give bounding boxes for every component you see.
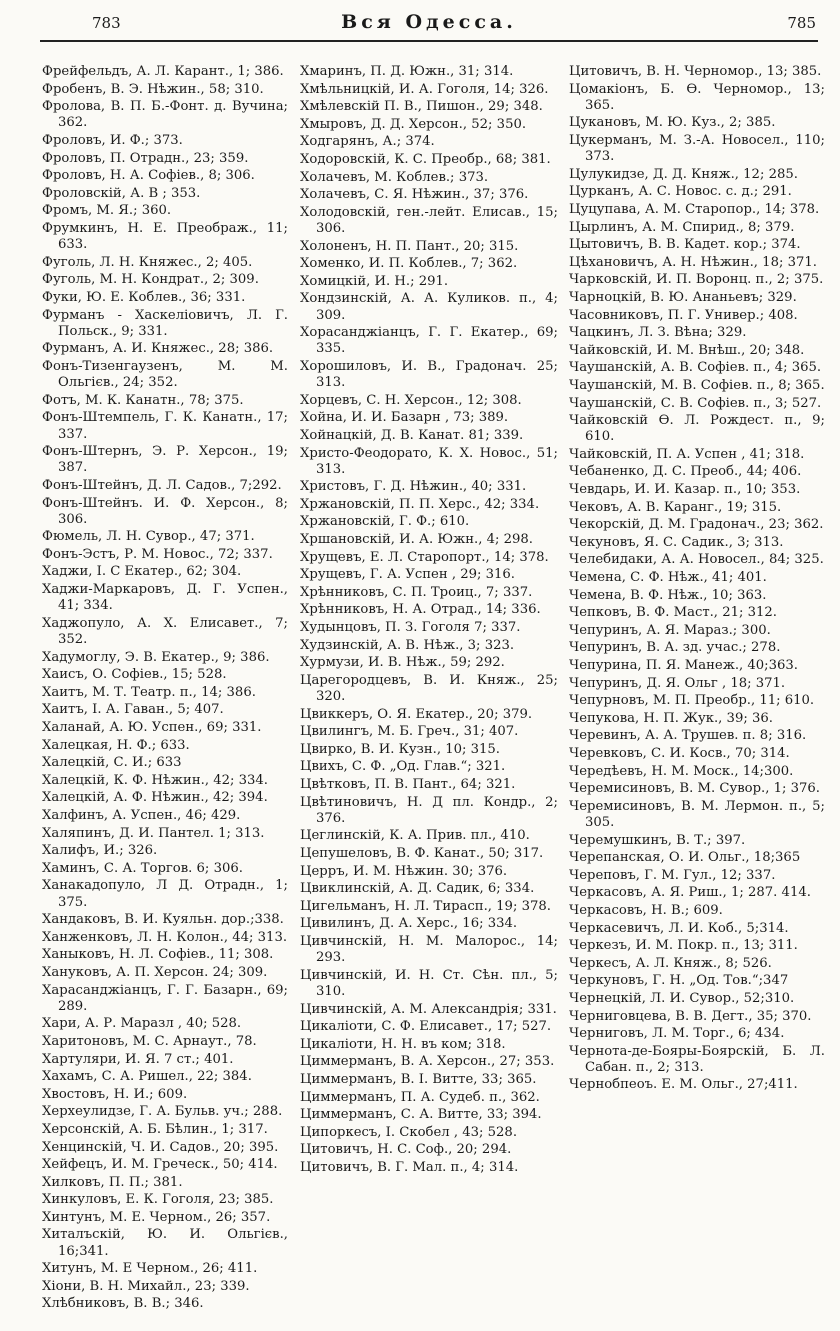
directory-entry: Халецкій, С. И.; 633 — [42, 755, 182, 771]
directory-entry: Челебидаки, А. А. Новосел., 84; 325. — [569, 552, 824, 568]
directory-entry: Чекуновъ, Я. С. Садик., 3; 313. — [569, 534, 784, 550]
directory-entry: Чарноцкій, В. Ю. Ананьевъ; 329. — [569, 289, 797, 305]
directory-entry: Фроловъ, И. Ф.; 373. — [42, 132, 183, 148]
directory-entry: Фуголь, Л. Н. Княжес., 2; 405. — [42, 254, 253, 270]
directory-entry: Хорошиловъ, И. В., Градонач. 25; 313. — [300, 358, 558, 391]
directory-entry: Халяпинъ, Д. И. Пантел. 1; 313. — [42, 825, 265, 841]
directory-entry: Ходоровскій, К. С. Преобр., 68; 381. — [300, 151, 551, 167]
directory-entry: Цикаліоти, Н. Н. въ ком; 318. — [300, 1036, 506, 1052]
directory-entry: Цвѣтковъ, П. В. Пант., 64; 321. — [300, 777, 516, 792]
directory-entry: Хартуляри, И. Я. 7 ст.; 401. — [42, 1051, 234, 1067]
directory-entry: Царегородцевъ, В. И. Княж., 25; 320. — [300, 672, 558, 705]
directory-entry: Фонъ-Штейнъ, Д. Л. Садов., 7;292. — [42, 477, 282, 493]
directory-entry: Цомакіонъ, Б. Ѳ. Черномор., 13; 365. — [569, 81, 825, 113]
directory-entry: Чемена, В. Ф. Нѣж., 10; 363. — [569, 587, 767, 603]
directory-entry: Цукановъ, М. Ю. Куз., 2; 385. — [569, 115, 776, 131]
directory-entry: Черевковъ, С. И. Косв., 70; 314. — [569, 745, 790, 761]
directory-entry: Харитоновъ, М. С. Арнаут., 78. — [42, 1033, 257, 1049]
directory-entry: Ципоркесъ, І. Скобел , 43; 528. — [300, 1124, 518, 1140]
directory-entry: Циммерманъ, П. А. Судеб. п., 362. — [300, 1089, 540, 1105]
directory-entry: Черкесъ, А. Л. Княж., 8; 526. — [569, 955, 772, 971]
directory-entry: Фуки, Ю. Е. Коблев., 36; 331. — [42, 289, 246, 305]
directory-entry: Хахамъ, С. А. Ришел., 22; 384. — [42, 1069, 252, 1085]
directory-entry: Чемена, С. Ф. Нѣж., 41; 401. — [569, 570, 767, 586]
directory-entry: Хинкуловъ, Е. К. Гоголя, 23; 385. — [42, 1192, 274, 1208]
directory-entry: Хржановскій, П. П. Херс., 42; 334. — [300, 496, 540, 512]
directory-entry: Цырлинъ, А. М. Спирид., 8; 379. — [569, 219, 795, 235]
directory-entry: Цитовичъ, Н. С. Соф., 20; 294. — [300, 1142, 512, 1158]
directory-entry: Черниговъ, Л. М. Торг., 6; 434. — [569, 1026, 785, 1042]
directory-entry: Чаушанскій, А. В. Софіев. п., 4; 365. — [569, 360, 822, 376]
directory-entry: Чаушанскій, С. В. Софіев. п., 3; 527. — [569, 395, 822, 411]
directory-entry: Чаушанскій, М. В. Софіев. п., 8; 365. — [569, 377, 825, 393]
directory-entry: Чекорскій, Д. М. Градонач., 23; 362. — [569, 517, 824, 533]
directory-entry: Чепковъ, В. Ф. Маст., 21; 312. — [569, 605, 777, 621]
directory-entry: Цикаліоти, С. Ф. Елисавет., 17; 527. — [300, 1019, 552, 1035]
directory-entry: Хрущевъ, Е. Л. Старопорт., 14; 378. — [300, 549, 549, 565]
directory-entry: Цвиклинскій, А. Д. Садик, 6; 334. — [300, 881, 535, 897]
directory-entry: Чайковскій, И. М. Внѣш., 20; 348. — [569, 342, 805, 358]
directory-entry: Цвихъ, С. Ф. „Од. Глав.“; 321. — [300, 759, 506, 775]
directory-entry: Чайковскій, П. А. Успен , 41; 318. — [569, 446, 805, 462]
directory-entry: Фонъ-Эстъ, Р. М. Новос., 72; 337. — [42, 546, 273, 562]
directory-entry: Цуцупава, А. М. Старопор., 14; 378. — [569, 201, 820, 217]
directory-entry: Хрущевъ, Г. А. Успен , 29; 316. — [300, 567, 515, 583]
directory-entry: Цвилингъ, М. Б. Греч., 31; 407. — [300, 724, 519, 740]
directory-entry: Хойна, И. И. Базарн , 73; 389. — [300, 410, 509, 426]
directory-entry: Фролова, В. П. Б.-Фонт. д. Вучина; 362. — [42, 99, 288, 131]
directory-entry: Фроловскій, А. В ; 353. — [42, 185, 201, 201]
directory-entry: Чепуринъ, А. Я. Мараз.; 300. — [569, 622, 771, 638]
directory-entry: Чевдарь, И. И. Казар. п., 10; 353. — [569, 482, 801, 498]
directory-entry: Фонъ-Штемпель, Г. К. Канатн., 17; 337. — [42, 410, 288, 442]
directory-entry: Цурканъ, А. С. Новос. с. д.; 291. — [569, 184, 792, 200]
directory-entry: Худынцовъ, П. З. Гоголя 7; 337. — [300, 620, 521, 636]
directory-entry: Цивилинъ, Д. А. Херс., 16; 334. — [300, 916, 518, 932]
directory-entry: Чепурновъ, М. П. Преобр., 11; 610. — [569, 693, 815, 709]
column-3 — [569, 64, 825, 1313]
directory-entry: Христовъ, Г. Д. Нѣжин., 40; 331. — [300, 479, 527, 495]
directory-entry: Ханакадопуло, Л Д. Отрадн., 1; 375. — [42, 878, 288, 910]
directory-entry: Черевинъ, А. А. Трушев. п. 8; 316. — [569, 728, 807, 744]
directory-entry: Чередѣевъ, Н. М. Моск., 14;300. — [569, 763, 794, 779]
directory-entry: Хомицкій, И. Н.; 291. — [300, 273, 449, 289]
directory-entry: Хануковъ, А. П. Херсон. 24; 309. — [42, 964, 268, 980]
directory-entry: Херсонскій, А. Б. Бѣлин., 1; 317. — [42, 1121, 268, 1137]
directory-entry: Цивчинскій, А. М. Александрія; 331. — [300, 1001, 557, 1017]
directory-entry: Холоненъ, Н. П. Пант., 20; 315. — [300, 238, 519, 254]
directory-entry: Хадумоглу, Э. В. Екатер., 9; 386. — [42, 649, 270, 665]
directory-entry: Христо-Феодорато, К. Х. Новос., 51; 313. — [300, 445, 558, 477]
directory-entry: Чацкинъ, Л. З. Вѣна; 329. — [569, 325, 747, 341]
directory-entry: Халецкая, Н. Ф.; 633. — [42, 737, 190, 753]
directory-entry: Чайковскій Ѳ. Л. Рождест. п., 9; 610. — [569, 413, 825, 445]
directory-entry: Черемушкинъ, В. Т.; 397. — [569, 832, 746, 848]
directory-entry: Хмѣльницкій, И. А. Гоголя, 14; 326. — [300, 81, 549, 97]
directory-entry: Черниговцева, В. В. Дегт., 35; 370. — [569, 1008, 812, 1024]
directory-entry: Худзинскій, А. В. Нѣж., 3; 323. — [300, 637, 515, 653]
directory-entry: Черемисиновъ, В. М. Сувор., 1; 376. — [569, 781, 820, 797]
directory-entry: Ханженковъ, Л. Н. Колон., 44; 313. — [42, 929, 288, 945]
directory-entry: Чернецкій, Л. И. Сувор., 52;310. — [569, 990, 795, 1006]
directory-entry: Череповъ, Г. М. Гул., 12; 337. — [569, 867, 776, 883]
directory-entry: Чернота-де-Бояры-Боярскій, Б. Л. Сабан. п., 2; 313. — [569, 1043, 825, 1075]
directory-entry: Цвѣтиновичъ, Н. Д пл. Кондр., 2; 376. — [300, 794, 558, 826]
directory-entry: Цитовичъ, В. Г. Мал. п., 4; 314. — [300, 1159, 519, 1175]
directory-entry: Хитунъ, М. Е Черном., 26; 411. — [42, 1261, 258, 1277]
directory-entry: Халфинъ, А. Успен., 46; 429. — [42, 808, 241, 824]
directory-entry: Фуголь, М. Н. Кондрат., 2; 309. — [42, 272, 259, 288]
directory-entry: Хорцевъ, С. Н. Херсон., 12; 308. — [300, 392, 522, 408]
directory-entry: Цукерманъ, М. З.-А. Новосел., 110; 373. — [569, 132, 825, 165]
directory-entry: Цепушеловъ, В. Ф. Канат., 50; 317. — [300, 845, 544, 861]
directory-entry: Хинтунъ, М. Е. Черном., 26; 357. — [42, 1209, 271, 1225]
directory-entry: Хршановскій, И. А. Южн., 4; 298. — [300, 532, 534, 548]
page-number-right: 785 — [787, 14, 816, 32]
directory-entry: Хмѣлевскій П. В., Пишон., 29; 348. — [300, 99, 543, 115]
directory-entry: Хондзинскій, А. А. Куликов. п., 4; 309. — [300, 291, 558, 323]
page-header — [40, 10, 818, 42]
directory-entry: Хоменко, И. П. Коблев., 7; 362. — [300, 256, 518, 272]
directory-entry: Цигельманъ, Н. Л. Тирасп., 19; 378. — [300, 898, 551, 914]
directory-entry: Хржановскій, Г. Ф.; 610. — [300, 514, 470, 530]
directory-entry: Хурмузи, И. В. Нѣж., 59; 292. — [300, 655, 505, 671]
page-number-left: 783 — [92, 14, 121, 32]
directory-entry: Цеглинскій, К. А. Прив. пл., 410. — [300, 828, 530, 844]
directory-entry: Чарковскій, И. П. Воронц. п., 2; 375. — [569, 272, 824, 288]
directory-entry: Ханыковъ, Н. Л. Софіев., 11; 308. — [42, 947, 274, 963]
directory-entry: Хенцинскій, Ч. И. Садов., 20; 395. — [42, 1139, 279, 1155]
directory-entry: Чебаненко, Д. С. Преоб., 44; 406. — [569, 464, 802, 480]
directory-entry: Фюмель, Л. Н. Сувор., 47; 371. — [42, 529, 255, 545]
directory-entry: Фроловъ, П. Отрадн., 23; 359. — [42, 150, 249, 166]
directory-entry: Чепуринъ, В. А. зд. учас.; 278. — [569, 640, 781, 656]
directory-entry: Хрѣнниковъ, Н. А. Отрад., 14; 336. — [300, 602, 541, 618]
directory-entry: Фотъ, М. К. Канатн., 78; 375. — [42, 392, 244, 408]
directory-entry: Хаитъ, І. А. Гаван., 5; 407. — [42, 702, 224, 718]
directory-entry: Черкезъ, И. М. Покр. п., 13; 311. — [569, 938, 798, 954]
directory-entry: Халифъ, И.; 326. — [42, 843, 158, 859]
column-2 — [300, 64, 558, 1313]
directory-entry: Хлѣбниковъ, В. В.; 346. — [42, 1296, 204, 1312]
directory-entry: Чепурина, П. Я. Манеж., 40;363. — [569, 658, 798, 674]
directory-entry: Халецкій, К. Ф. Нѣжин., 42; 334. — [42, 772, 268, 788]
directory-entry: Циммерманъ, С. А. Витте, 33; 394. — [300, 1107, 542, 1123]
directory-entry: Черемисиновъ, В. М. Лермон. п., 5; 305. — [569, 798, 825, 830]
directory-entry: Часовниковъ, П. Г. Универ.; 408. — [569, 307, 798, 323]
directory-entry: Хаисъ, О. Софіев., 15; 528. — [42, 667, 227, 683]
directory-entry: Фурманъ - Хаскеліовичъ, Л. Г. Польск., 9; 331. — [42, 307, 288, 339]
directory-entry: Хейфецъ, И. М. Греческ., 50; 414. — [42, 1157, 278, 1173]
directory-entry: Черкасевичъ, Л. И. Коб., 5;314. — [569, 920, 789, 936]
running-title: Вся Одесса. — [341, 11, 517, 33]
directory-entry: Черкасовъ, А. Я. Риш., 1; 287. 414. — [569, 885, 811, 901]
directory-entry: Хаджи, І. С Екатер., 62; 304. — [42, 564, 242, 580]
directory-entry: Хандаковъ, В. И. Куяльн. дор.;338. — [42, 912, 284, 928]
directory-entry: Цѣхановичъ, А. Н. Нѣжин., 18; 371. — [569, 254, 817, 270]
directory-entry: Хмыровъ, Д. Д. Херсон., 52; 350. — [300, 116, 527, 132]
directory-entry: Хорасанджіанцъ, Г. Г. Екатер., 69; 335. — [300, 325, 558, 357]
directory-entry: Чековъ, А. В. Каранг., 19; 315. — [569, 499, 782, 515]
directory-entry: Цвиккеръ, О. Я. Екатер., 20; 379. — [300, 706, 533, 722]
directory-entry: Хмаринъ, П. Д. Южн., 31; 314. — [300, 64, 514, 79]
directory-entry: Фонъ-Штернъ, Э. Р. Херсон., 19; 387. — [42, 444, 288, 476]
directory-entry: Харасанджіанцъ, Г. Г. Базарн., 69; 289. — [42, 982, 288, 1014]
directory-entry: Хіони, В. Н. Михайл., 23; 339. — [42, 1278, 250, 1294]
directory-entry: Фроловъ, Н. А. Софіев., 8; 306. — [42, 168, 255, 184]
directory-entry: Цвирко, В. И. Кузн., 10; 315. — [300, 741, 500, 757]
directory-entry: Фрумкинъ, Н. Е. Преображ., 11; 633. — [42, 220, 288, 253]
directory-entry: Холачевъ, С. Я. Нѣжин., 37; 376. — [300, 187, 529, 203]
directory-entry: Хаитъ, М. Т. Театр. п., 14; 386. — [42, 684, 256, 700]
directory-entry: Циммерманъ, В. А. Херсон., 27; 353. — [300, 1054, 555, 1070]
directory-entry: Хиталъскій, Ю. И. Ольгієв., 16;341. — [42, 1227, 288, 1259]
column-1 — [42, 64, 288, 1313]
directory-entry: Хойнацкій, Д. В. Канат. 81; 339. — [300, 427, 524, 443]
directory-entry: Холачевъ, М. Коблев.; 373. — [300, 169, 489, 185]
directory-entry: Черкуновъ, Г. Н. „Од. Тов.“;347 — [569, 973, 789, 989]
directory-entry: Хаминъ, С. А. Торгов. 6; 306. — [42, 860, 243, 876]
directory-entry: Халанай, А. Ю. Успен., 69; 331. — [42, 720, 262, 736]
directory-entry: Цивчинскій, Н. М. Малорос., 14; 293. — [300, 933, 558, 966]
directory-entry: Цытовичъ, В. В. Кадет. кор.; 374. — [569, 237, 801, 253]
directory-entry: Чепукова, Н. П. Жук., 39; 36. — [569, 710, 773, 726]
directory-entry: Чепуринъ, Д. Я. Ольг , 18; 371. — [569, 675, 786, 691]
directory-entry: Фрейфельдъ, А. Л. Карант., 1; 386. — [42, 64, 284, 79]
directory-entry: Хилковъ, П. П.; 381. — [42, 1174, 183, 1190]
directory-entry: Цивчинскій, И. Н. Ст. Сѣн. пл., 5; 310. — [300, 967, 558, 999]
directory-entry: Холодовскій, ген.-лейт. Елисав., 15; 306. — [300, 204, 558, 236]
directory-entry: Хаджопуло, А. Х. Елисавет., 7; 352. — [42, 615, 288, 648]
directory-entry: Херхеулидзе, Г. А. Бульв. уч.; 288. — [42, 1104, 283, 1120]
directory-entry: Халецкій, А. Ф. Нѣжин., 42; 394. — [42, 790, 268, 806]
directory-entry: Хаджи-Маркаровъ, Д. Г. Успен., 41; 334. — [42, 582, 288, 614]
directory-entry: Фромъ, М. Я.; 360. — [42, 203, 172, 219]
directory-entry: Хари, А. Р. Маразл , 40; 528. — [42, 1016, 242, 1032]
directory-entry: Хвостовъ, Н. И.; 609. — [42, 1086, 188, 1102]
directory-entry: Чернобпеоъ. Е. М. Ольг., 27;411. — [569, 1077, 798, 1093]
directory-entry: Циммерманъ, В. І. Витте, 33; 365. — [300, 1071, 537, 1087]
directory-entry: Фурманъ, А. И. Княжес., 28; 386. — [42, 341, 274, 357]
directory-entry: Цулукидзе, Д. Д. Княж., 12; 285. — [569, 166, 798, 182]
directory-entry: Фробенъ, В. Э. Нѣжин., 58; 310. — [42, 81, 264, 97]
directory-entry: Ходгарянъ, А.; 374. — [300, 134, 435, 150]
directory-entry: Цитовичъ, В. Н. Черномор., 13; 385. — [569, 64, 822, 79]
directory-entry: Церръ, И. М. Нѣжин. 30; 376. — [300, 863, 508, 879]
directory-entry: Фонъ-Штейнъ. И. Ф. Херсон., 8; 306. — [42, 495, 288, 527]
directory-entry: Черкасовъ, Н. В.; 609. — [569, 902, 723, 918]
directory-entry: Черепанская, О. И. Ольг., 18;365 — [569, 850, 801, 866]
directory-entry: Фонъ-Тизенгаузенъ, М. М. Ольгієв., 24; 352. — [42, 358, 288, 391]
directory-entry: Хрѣнниковъ, С. П. Троиц., 7; 337. — [300, 584, 533, 600]
